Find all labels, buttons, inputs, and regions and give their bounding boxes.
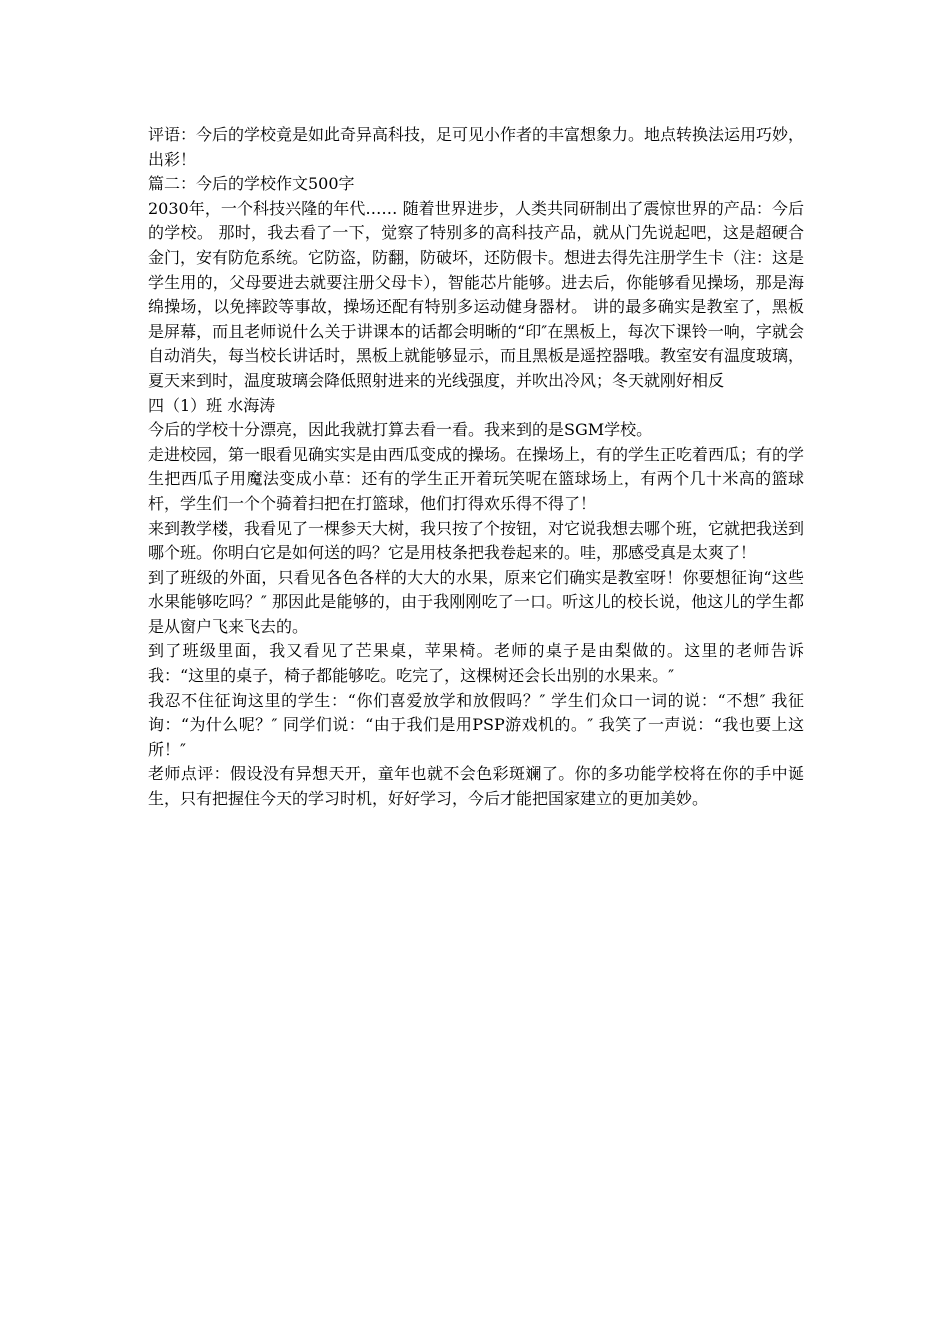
author-line: 四（1）班 水海涛 bbox=[148, 395, 276, 415]
essay-paragraph: 来到教学楼，我看见了一棵参天大树，我只按了个按钮，对它说我想去哪个班，它就把我送到哪个班。你明白它是如何送的吗？它是用枝条把我卷起来的。哇，那感受真是太爽了！ bbox=[148, 518, 805, 563]
essay-paragraph: 到了班级的外面，只看见各色各样的大大的水果，原来它们确实是教室呀！你要想征询“这些水果能够吃吗？″ 那因此是能够的，由于我刚刚吃了一口。听这儿的校长说，他这儿的学生都是从窗户飞来飞去的。 bbox=[148, 567, 804, 636]
teacher-comment-paragraph: 老师点评：假设没有异想天开，童年也就不会色彩斑斓了。你的多功能学校将在你的手中诞生，只有把握住今天的学习时机，好好学习，今后才能把国家建立的更加美妙。 bbox=[148, 764, 804, 809]
essay-paragraph: 到了班级里面，我又看见了芒果桌，苹果椅。老师的桌子是由梨做的。这里的老师告诉我：“这里的桌子，椅子都能够吃。吃完了，这棵树还会长出别的水果来。″ bbox=[148, 641, 804, 686]
essay-two-body: 2030年，一个科技兴隆的年代…… 随着世界进步，人类共同研制出了震惊世界的产品：今后的学校。 那时，我去看了一下，觉察了特别多的高科技产品，就从门先说起吧，这是超硬合金门，安有防危系统。它防盗，防翻，防破坏，还防假卡。想进去得先注册学生卡（注：这是学生用的，父母要进去就要注册父母卡），智能芯片能够。进去后，你能够看见操场，那是海绵操场，以免摔跤等事故，操场还配有特别多运动健身器材。 讲的最多确实是教室了，黑板是屏幕，而且老师说什么关于讲课本的话都会明晰的“印″在黑板上，每次下课铃一响，字就会自动消失，每当校长讲话时，黑板上就能够显示，而且黑板是遥控器哦。教室安有温度玻璃，夏天来到时，温度玻璃会降低照射进来的光线强度，并吹出冷风；冬天就刚好相反 bbox=[148, 198, 805, 390]
essay-paragraph: 走进校园，第一眼看见确实实是由西瓜变成的操场。在操场上，有的学生正吃着西瓜；有的学生把西瓜子用魔法变成小草：还有的学生正开着玩笑呢在篮球场上，有两个几十米高的篮球杆，学生们一个个骑着扫把在打篮球，他们打得欢乐得不得了！ bbox=[148, 444, 805, 513]
review-comment-paragraph: 评语：今后的学校竟是如此奇异高科技，足可见小作者的丰富想象力。地点转换法运用巧妙，出彩！ bbox=[148, 125, 805, 169]
document-body bbox=[148, 123, 804, 812]
essay-paragraph: 今后的学校十分漂亮，因此我就打算去看一看。我来到的是SGM学校。 bbox=[148, 420, 653, 440]
essay-two-heading: 篇二：今后的学校作文500字 bbox=[148, 174, 355, 194]
essay-paragraph: 我忍不住征询这里的学生：“你们喜爱放学和放假吗？″ 学生们众口一词的说：“不想″ 我征询：“为什么呢？″ 同学们说：“由于我们是用PSP游戏机的。″ 我笑了一声说：“我也要上这所！″ bbox=[148, 690, 804, 759]
